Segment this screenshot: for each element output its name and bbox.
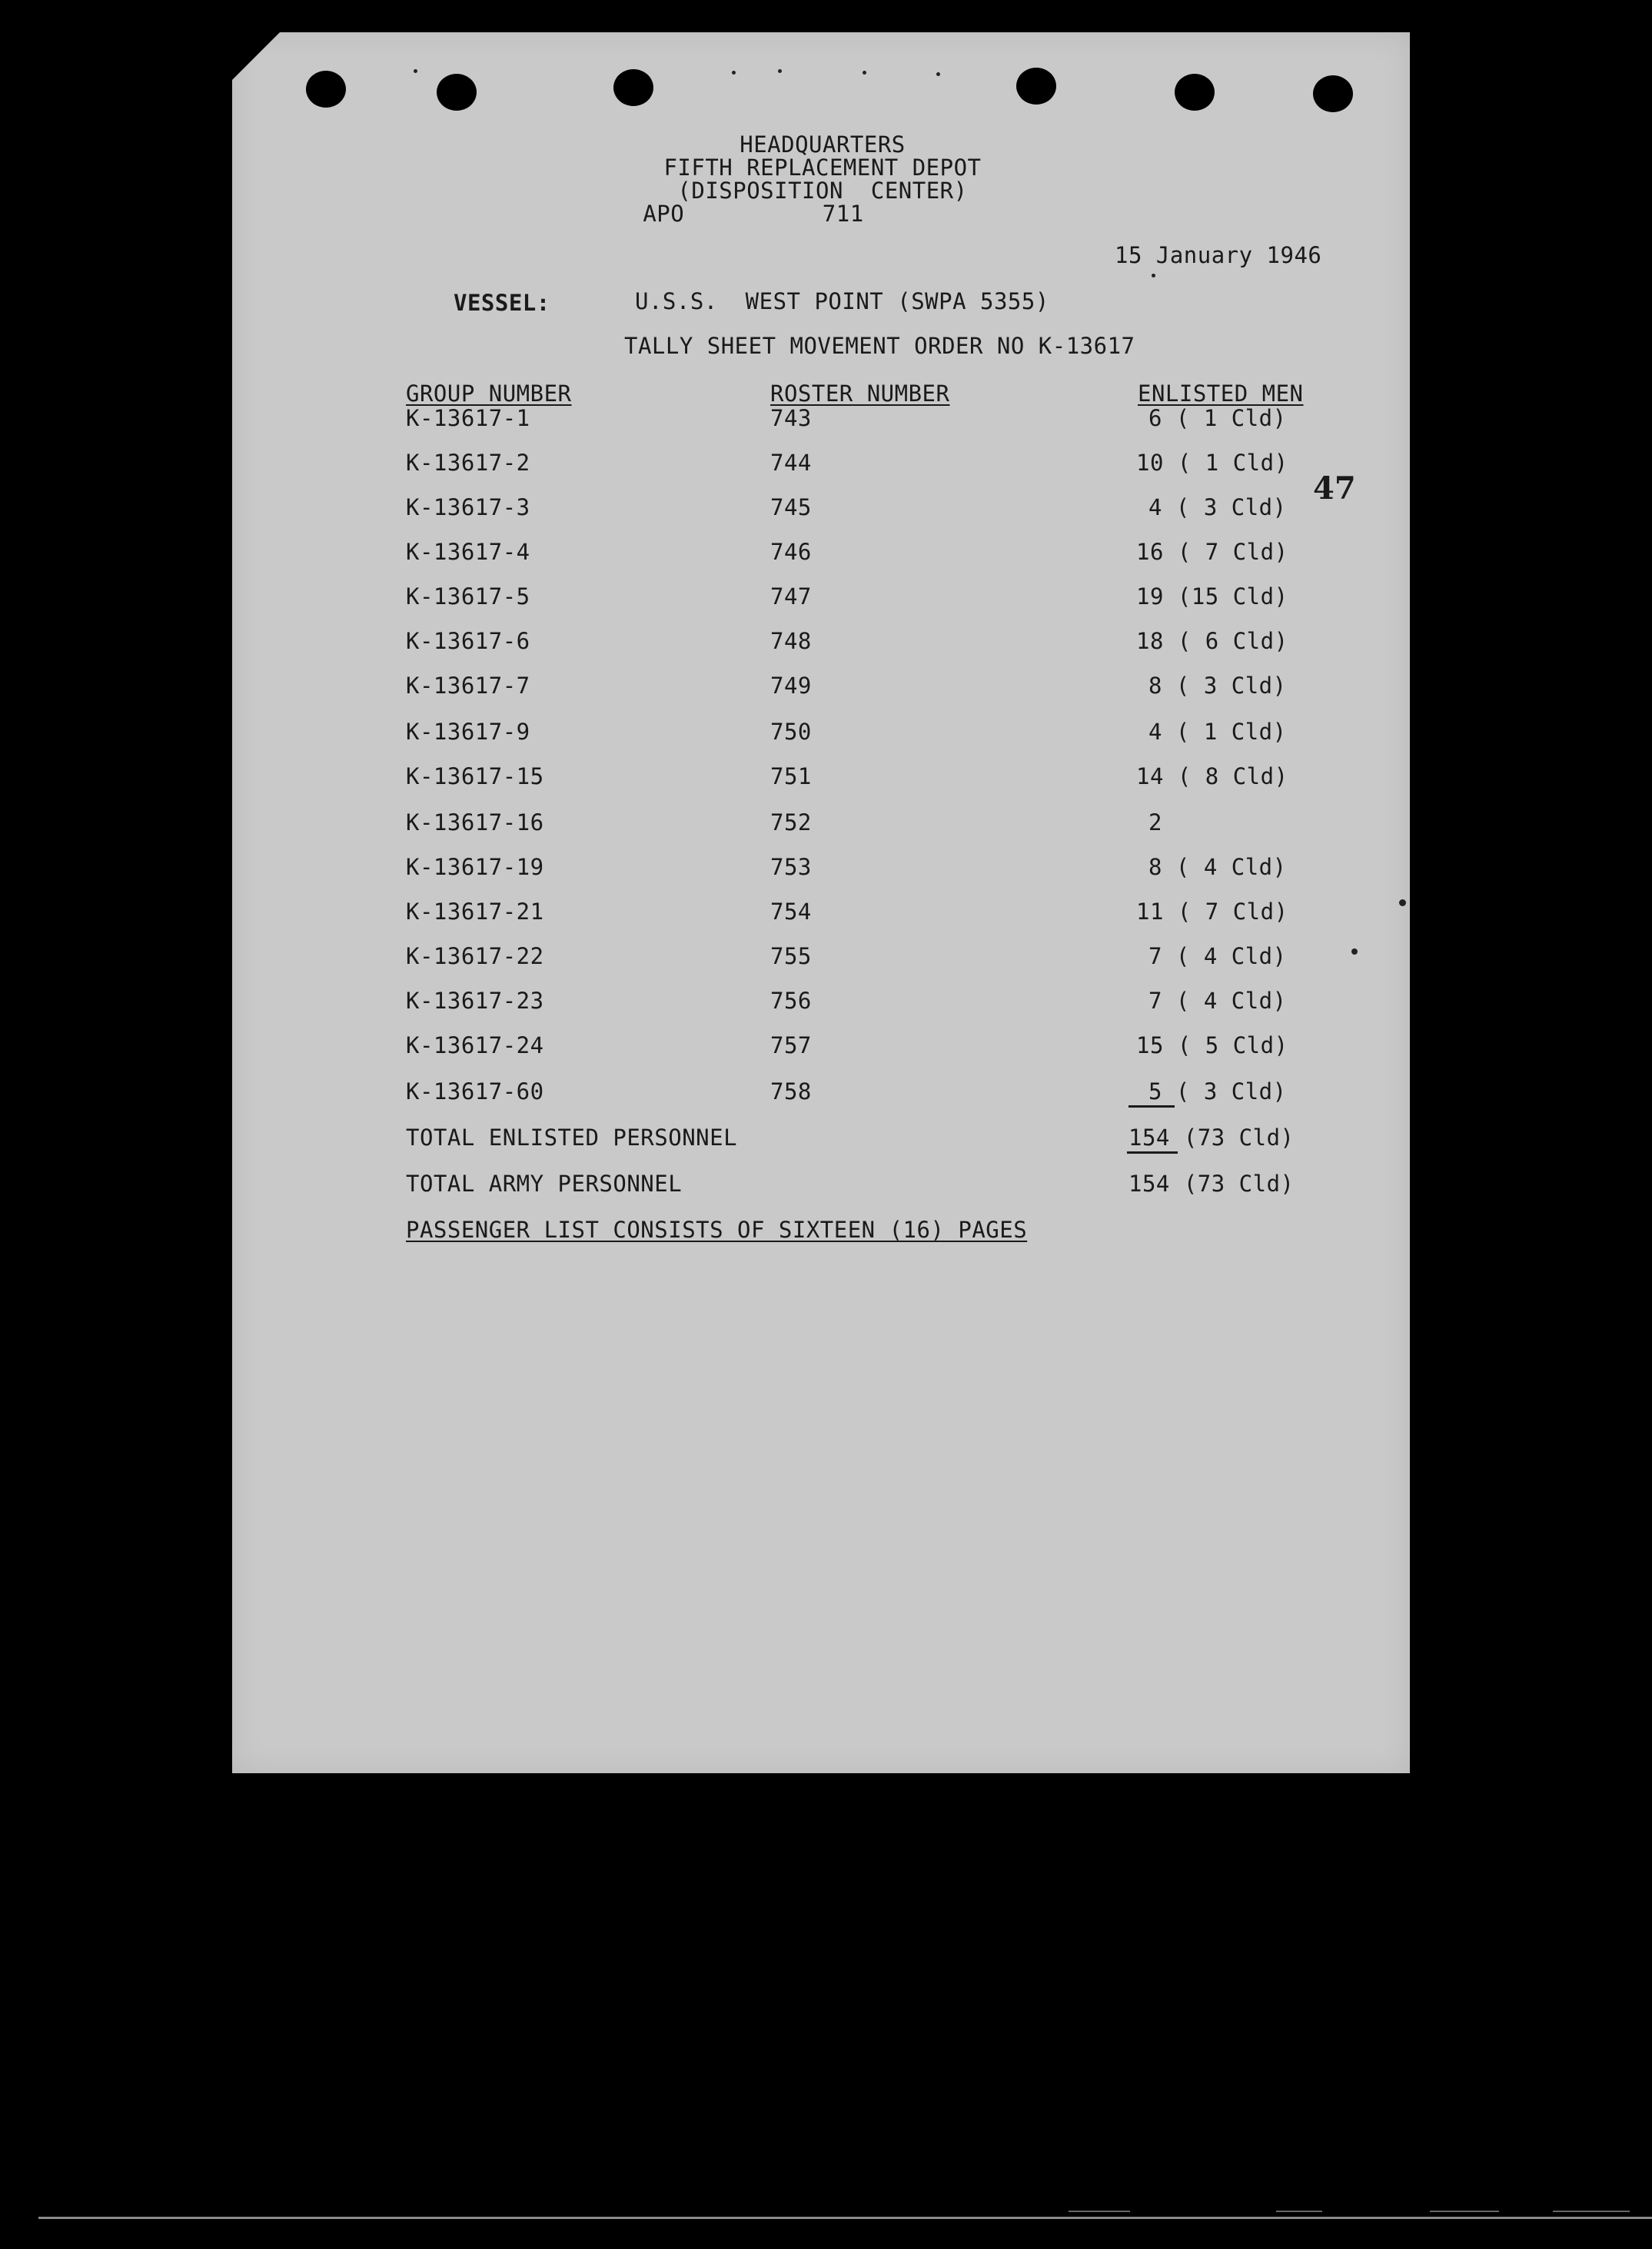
header-line-1: HEADQUARTERS xyxy=(740,131,906,158)
punch-hole xyxy=(1016,68,1056,105)
column-header-roster: ROSTER NUMBER xyxy=(770,380,950,407)
group-number: K-13617-4 xyxy=(406,539,530,565)
group-number: K-13617-15 xyxy=(406,763,544,789)
group-number: K-13617-22 xyxy=(406,943,544,969)
roster-number: 751 xyxy=(770,763,812,789)
punch-hole xyxy=(306,71,346,108)
table-row xyxy=(0,721,1652,744)
column-header-men: ENLISTED MEN xyxy=(1138,380,1304,407)
column-header-group: GROUP NUMBER xyxy=(406,380,572,407)
roster-number: 750 xyxy=(770,719,812,745)
enlisted-men: 5 ( 3 Cld) xyxy=(1148,1078,1287,1105)
table-row xyxy=(0,407,1652,430)
roster-number: 748 xyxy=(770,628,812,654)
table-row xyxy=(0,809,1652,835)
group-number: K-13617-23 xyxy=(406,988,544,1014)
total-rule xyxy=(1127,1151,1178,1154)
roster-number: 755 xyxy=(770,943,812,969)
speck xyxy=(414,69,417,73)
enlisted-men: 4 ( 1 Cld) xyxy=(1148,719,1287,745)
group-number: K-13617-5 xyxy=(406,583,530,610)
total-enlisted-value: 154 (73 Cld) xyxy=(1128,1124,1295,1151)
table-row xyxy=(0,494,1652,520)
table-row xyxy=(0,945,1652,968)
group-number: K-13617-19 xyxy=(406,854,544,880)
punch-hole xyxy=(613,69,653,106)
punch-hole xyxy=(437,74,477,111)
roster-number: 743 xyxy=(770,405,812,431)
total-enlisted-label: TOTAL ENLISTED PERSONNEL xyxy=(406,1124,738,1151)
group-number: K-13617-6 xyxy=(406,628,530,654)
enlisted-men: 16 ( 7 Cld) xyxy=(1136,539,1288,565)
speck xyxy=(1152,274,1155,277)
table-row xyxy=(0,1078,1652,1105)
enlisted-men: 8 ( 3 Cld) xyxy=(1148,673,1287,699)
scan-dash xyxy=(1276,2211,1322,2212)
header-line-2: FIFTH REPLACEMENT DEPOT xyxy=(663,154,982,181)
group-number: K-13617-24 xyxy=(406,1032,544,1058)
group-number: K-13617-2 xyxy=(406,450,530,476)
table-row xyxy=(0,541,1652,564)
document-date: 15 January 1946 xyxy=(1115,242,1322,268)
table-row xyxy=(0,1032,1652,1058)
passenger-list-note: PASSENGER LIST CONSISTS OF SIXTEEN (16) PAGES xyxy=(406,1217,1028,1243)
enlisted-men: 6 ( 1 Cld) xyxy=(1148,405,1287,431)
scan-dash xyxy=(1069,2211,1130,2212)
table-row xyxy=(0,856,1652,879)
speck xyxy=(936,72,940,76)
group-number: K-13617-16 xyxy=(406,809,544,835)
table-row xyxy=(0,901,1652,924)
roster-number: 753 xyxy=(770,854,812,880)
scan-edge-line xyxy=(38,2217,1652,2219)
vessel-value: U.S.S. WEST POINT (SWPA 5355) xyxy=(635,288,1049,314)
group-number: K-13617-1 xyxy=(406,405,530,431)
enlisted-men: 4 ( 3 Cld) xyxy=(1148,494,1287,520)
folded-corner xyxy=(232,32,280,80)
enlisted-men: 11 ( 7 Cld) xyxy=(1136,899,1288,925)
roster-number: 752 xyxy=(770,809,812,835)
speck xyxy=(863,71,866,75)
sum-rule xyxy=(1128,1105,1175,1108)
table-row xyxy=(0,990,1652,1013)
speck xyxy=(778,69,782,73)
group-number: K-13617-9 xyxy=(406,719,530,745)
table-row xyxy=(0,452,1652,475)
roster-number: 744 xyxy=(770,450,812,476)
speck xyxy=(732,71,736,75)
roster-number: 747 xyxy=(770,583,812,610)
table-row xyxy=(0,675,1652,698)
enlisted-men: 18 ( 6 Cld) xyxy=(1136,628,1288,654)
roster-number: 745 xyxy=(770,494,812,520)
total-army-label: TOTAL ARMY PERSONNEL xyxy=(406,1171,683,1197)
roster-number: 754 xyxy=(770,899,812,925)
roster-number: 749 xyxy=(770,673,812,699)
table-row xyxy=(0,583,1652,610)
enlisted-men: 2 xyxy=(1148,809,1162,835)
header-line-4: APO 711 xyxy=(643,201,864,227)
group-number: K-13617-7 xyxy=(406,673,530,699)
roster-number: 756 xyxy=(770,988,812,1014)
total-army-value: 154 (73 Cld) xyxy=(1128,1171,1295,1197)
header-line-3: (DISPOSITION CENTER) xyxy=(677,178,968,204)
enlisted-men: 19 (15 Cld) xyxy=(1136,583,1288,610)
enlisted-men: 10 ( 1 Cld) xyxy=(1136,450,1288,476)
enlisted-men: 14 ( 8 Cld) xyxy=(1136,763,1288,789)
enlisted-men: 7 ( 4 Cld) xyxy=(1148,988,1287,1014)
punch-hole xyxy=(1175,74,1215,111)
table-row xyxy=(0,630,1652,653)
page-number: 47 xyxy=(1313,470,1356,507)
enlisted-men: 7 ( 4 Cld) xyxy=(1148,943,1287,969)
group-number: K-13617-3 xyxy=(406,494,530,520)
roster-number: 758 xyxy=(770,1078,812,1105)
roster-number: 757 xyxy=(770,1032,812,1058)
enlisted-men: 8 ( 4 Cld) xyxy=(1148,854,1287,880)
document-title: TALLY SHEET MOVEMENT ORDER NO K-13617 xyxy=(624,333,1135,359)
enlisted-men: 15 ( 5 Cld) xyxy=(1136,1032,1288,1058)
scan-dash xyxy=(1553,2211,1630,2212)
scan-dash xyxy=(1430,2211,1499,2212)
table-row xyxy=(0,763,1652,789)
punch-hole xyxy=(1313,75,1353,112)
roster-number: 746 xyxy=(770,539,812,565)
group-number: K-13617-21 xyxy=(406,899,544,925)
vessel-label: VESSEL: xyxy=(454,290,550,316)
group-number: K-13617-60 xyxy=(406,1078,544,1105)
